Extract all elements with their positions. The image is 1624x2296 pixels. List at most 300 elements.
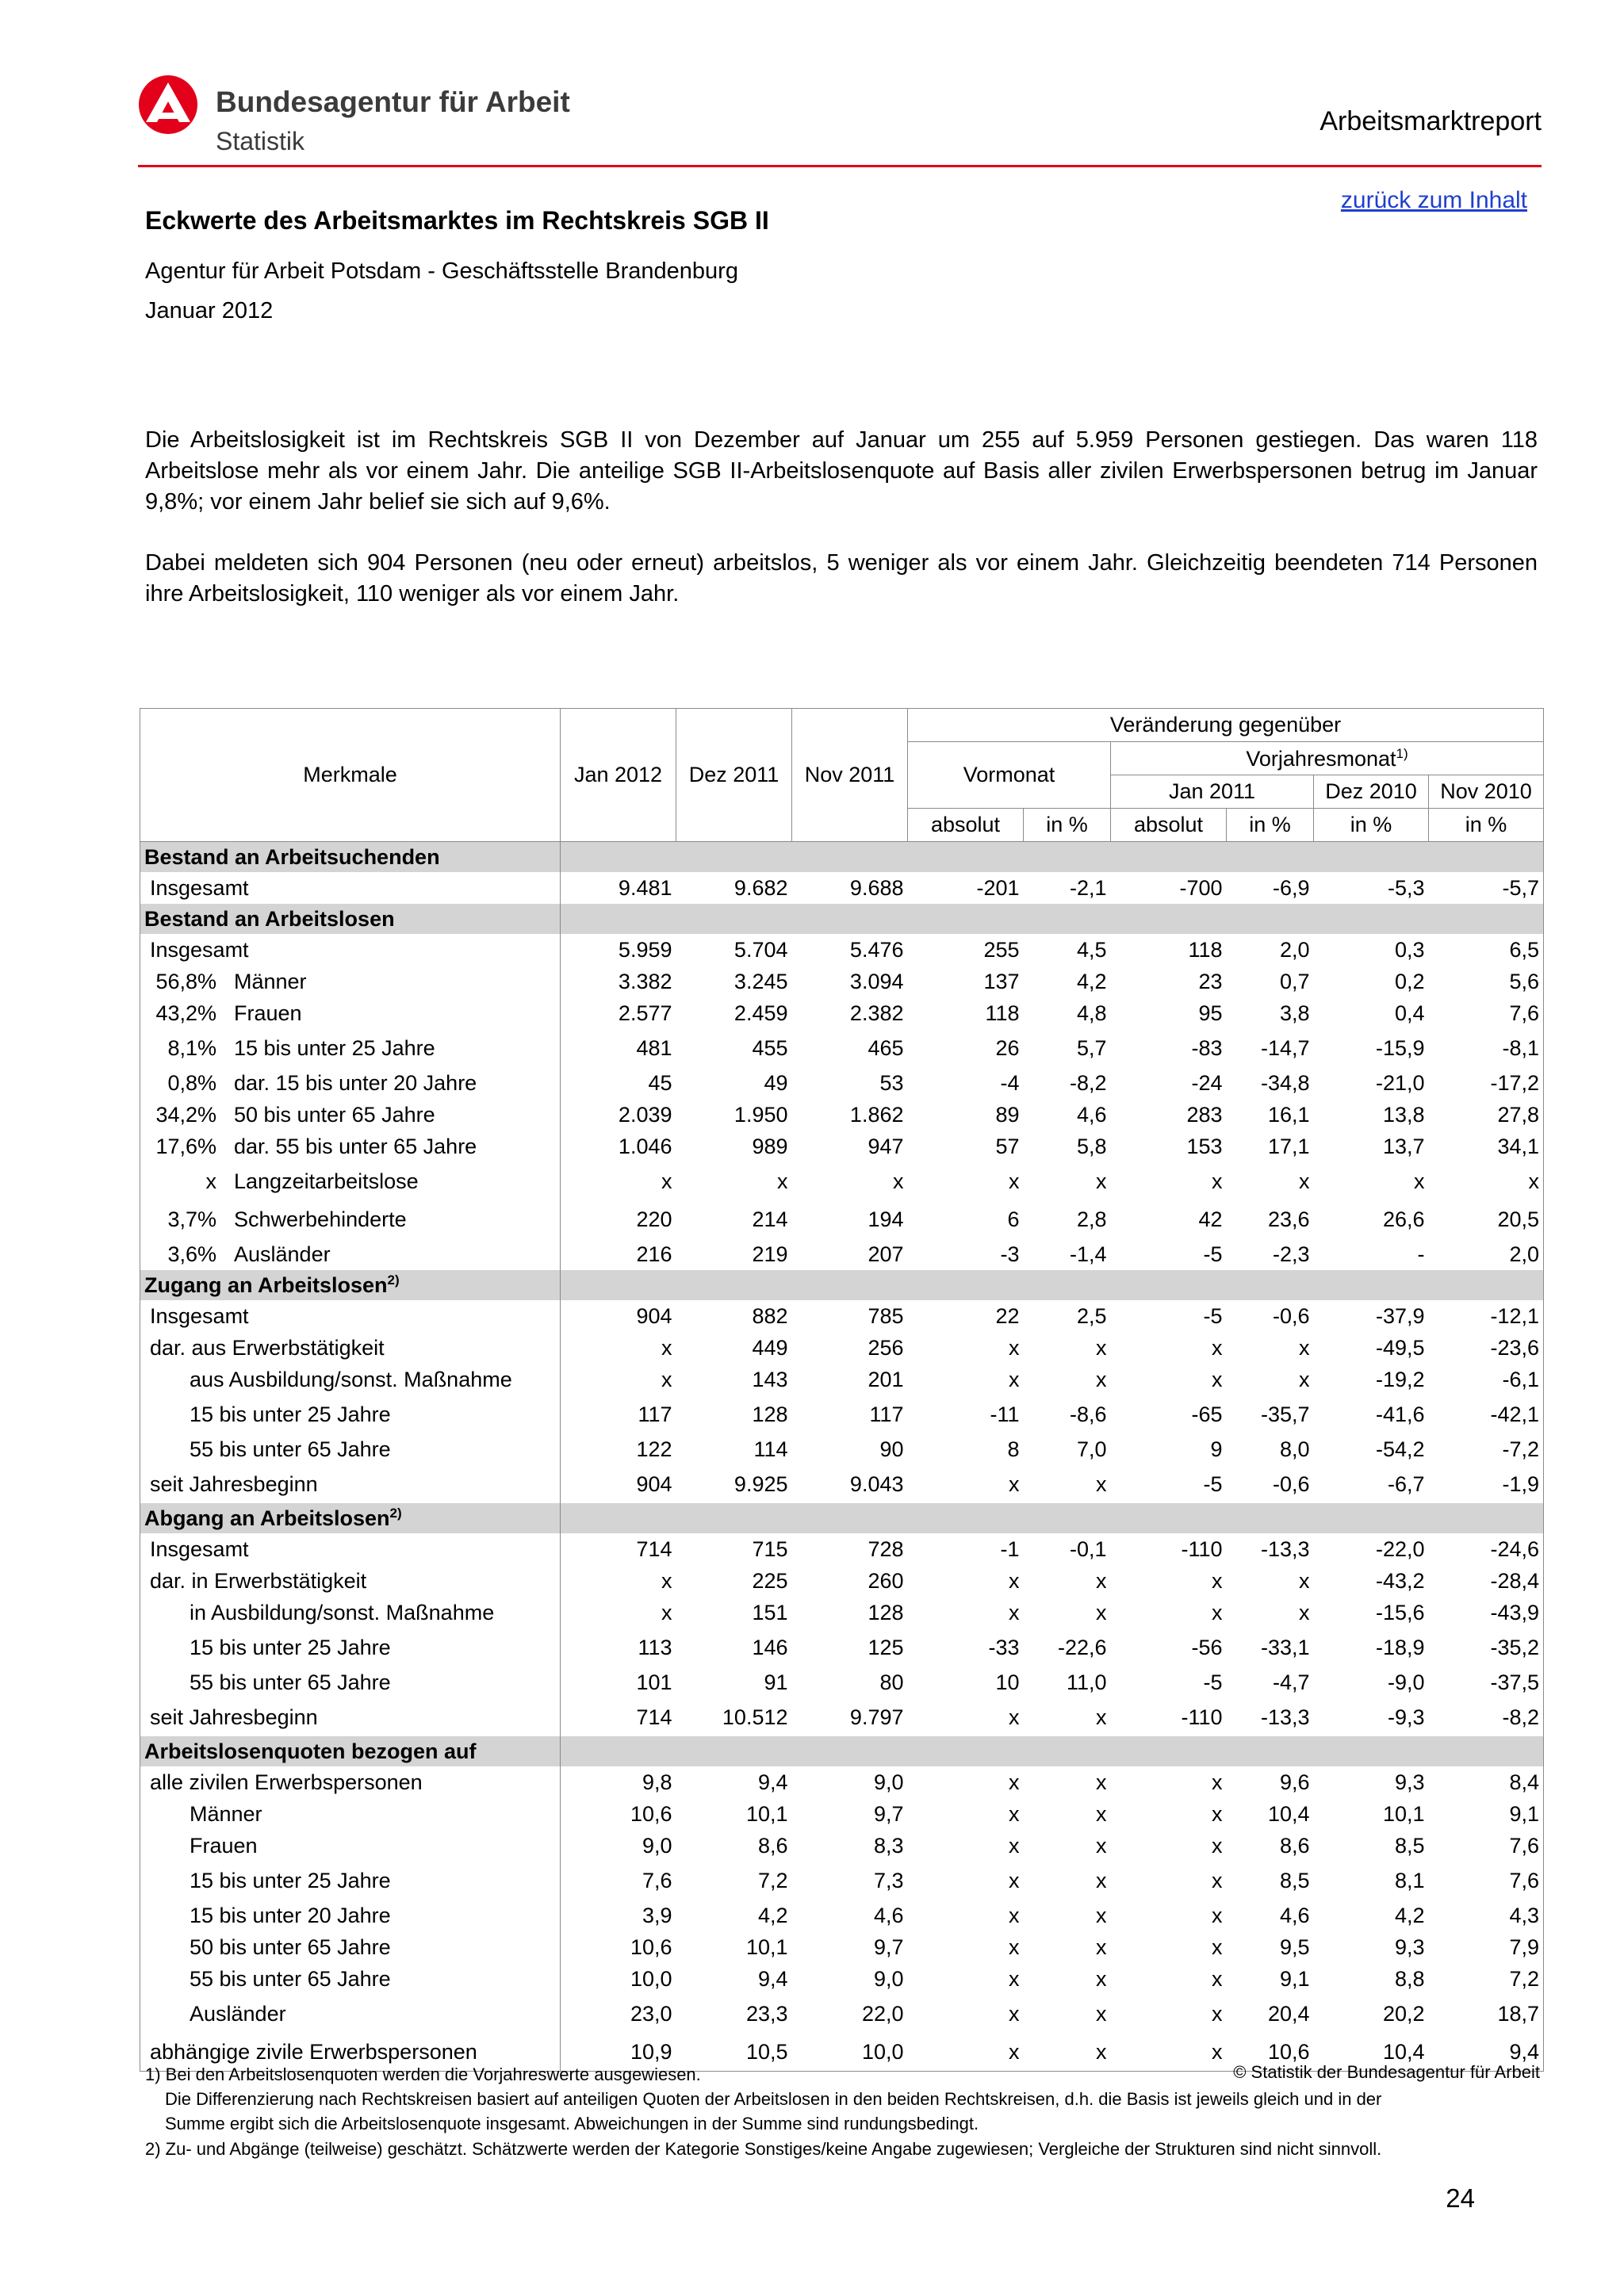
cell-value: 7,2: [757, 1868, 788, 1892]
cell-value: 90: [879, 1437, 904, 1461]
label-text: Insgesamt: [150, 875, 249, 900]
org-subtitle: Statistik: [216, 127, 305, 155]
row-label: [140, 1099, 561, 1131]
cell-value: x: [1212, 1568, 1223, 1593]
cell-value: 2.459: [733, 1001, 788, 1025]
cell-value: 7,6: [1429, 1862, 1544, 1900]
row-label: [140, 934, 561, 966]
cell-value: -54,2: [1375, 1437, 1425, 1461]
cell-value: 7,3: [873, 1868, 904, 1892]
table-row: [140, 1900, 1544, 1931]
table-row: [140, 1200, 1544, 1238]
cell-value: 7,0: [1076, 1437, 1107, 1461]
cell-value: -6,9: [1272, 875, 1310, 900]
cell-value: 57: [995, 1134, 1020, 1158]
footnote-2: 2) Zu- und Abgänge (teilweise) geschätzt. Schätzwerte werden der Kategorie Sonstiges/keine Angabe zugewiesen; Vergleiche der Strukturen sind nicht sinnvoll.: [145, 2139, 1382, 2159]
cell-value: 2.382: [849, 1001, 904, 1025]
cell-value: -23,6: [1429, 1332, 1544, 1364]
row-label: [140, 1667, 561, 1698]
table-row: [140, 1667, 1544, 1698]
label-text: 55 bis unter 65 Jahre: [190, 1437, 391, 1461]
cell-value: -56: [1191, 1635, 1223, 1659]
table-row: [140, 966, 1544, 997]
cell-value: 194: [868, 1207, 904, 1231]
cell-value: 4,6: [1279, 1903, 1310, 1927]
table-row: [140, 1162, 1544, 1200]
cell-value: 9,7: [873, 1934, 904, 1959]
row-label: [140, 1628, 561, 1667]
cell-value: 128: [752, 1402, 788, 1426]
table-row: [140, 1963, 1544, 1995]
cell-value: 256: [868, 1335, 904, 1360]
cell-value: x: [1212, 1966, 1223, 1991]
cell-value: 715: [752, 1536, 788, 1561]
cell-value: 10,4: [1267, 1801, 1310, 1826]
cell-value: -49,5: [1375, 1335, 1425, 1360]
page-number: 24: [1446, 2183, 1475, 2213]
label-text: 15 bis unter 20 Jahre: [190, 1903, 391, 1927]
table-row: [140, 1597, 1544, 1628]
cell-value: 10: [995, 1670, 1020, 1694]
cell-value: 143: [752, 1367, 788, 1391]
table-row: [140, 1099, 1544, 1131]
cell-value: 122: [636, 1437, 672, 1461]
cell-value: x: [1096, 1367, 1107, 1391]
share-percent: 3,7%: [167, 1207, 216, 1231]
cell-value: 0,3: [1394, 937, 1425, 962]
cell-value: -6,7: [1387, 1471, 1425, 1496]
cell-value: x: [1009, 1903, 1020, 1927]
cell-value: 3,9: [642, 1903, 672, 1927]
cell-value: -18,9: [1375, 1635, 1425, 1659]
section-title: Abgang an Arbeitslosen$^{2)}$: [140, 1503, 561, 1533]
cell-value: x: [661, 1169, 672, 1193]
cell-value: 283: [1186, 1102, 1223, 1127]
cell-value: 214: [752, 1207, 788, 1231]
cell-value: 2.577: [618, 1001, 672, 1025]
cell-value: 114: [753, 1437, 788, 1461]
row-label: [140, 1565, 561, 1597]
cell-value: 20,4: [1267, 2001, 1310, 2026]
report-title: Arbeitsmarktreport: [1320, 106, 1542, 136]
cell-value: x: [1212, 1833, 1223, 1858]
cell-value: x: [1096, 1801, 1107, 1826]
cell-value: 785: [868, 1303, 904, 1328]
cell-value: 5,6: [1429, 966, 1544, 997]
cell-value: 9,4: [1429, 2033, 1544, 2072]
label-text: Schwerbehinderte: [234, 1207, 407, 1231]
cell-value: 6,5: [1429, 934, 1544, 966]
cell-value: 4,2: [1394, 1903, 1425, 1927]
cell-value: 1.862: [849, 1102, 904, 1127]
table-row: [140, 1862, 1544, 1900]
header-divider: [138, 165, 1542, 167]
cell-value: 0,2: [1394, 969, 1425, 993]
cell-value: 904: [636, 1471, 672, 1496]
cell-value: x: [1096, 1335, 1107, 1360]
cell-value: 9,0: [642, 1833, 672, 1858]
cell-value: x: [1212, 1903, 1223, 1927]
table-row: [140, 1433, 1544, 1465]
label-text: 50 bis unter 65 Jahre: [190, 1934, 391, 1959]
cell-value: -19,2: [1375, 1367, 1425, 1391]
row-label: [140, 1533, 561, 1565]
cell-value: x: [1429, 1162, 1544, 1200]
header-dez-2011: Dez 2011: [676, 709, 792, 842]
cell-value: 113: [638, 1635, 672, 1659]
cell-value: x: [1009, 1471, 1020, 1496]
label-text: Ausländer: [234, 1242, 331, 1266]
cell-value: 9.043: [849, 1471, 904, 1496]
cell-value: -65: [1191, 1402, 1223, 1426]
cell-value: -0,6: [1272, 1303, 1310, 1328]
cell-value: -43,9: [1429, 1597, 1544, 1628]
cell-value: 9,0: [873, 1966, 904, 1991]
cell-value: -700: [1179, 875, 1223, 900]
cell-value: 10,9: [561, 2033, 676, 2072]
label-text: 15 bis unter 25 Jahre: [190, 1868, 391, 1892]
cell-value: 8: [1007, 1437, 1020, 1461]
cell-value: 4,5: [1076, 937, 1107, 962]
section-title: Arbeitslosenquoten bezogen auf: [140, 1736, 561, 1766]
cell-value: -2,3: [1272, 1242, 1310, 1266]
row-label: [140, 1698, 561, 1736]
cell-value: 8,0: [1279, 1437, 1310, 1461]
cell-value: 20,2: [1382, 2001, 1425, 2026]
table-row: [140, 1395, 1544, 1433]
cell-value: -8,6: [1069, 1402, 1107, 1426]
cell-value: 10,6: [1227, 2033, 1314, 2072]
footnote-marker: 2): [387, 1272, 400, 1288]
cell-value: x: [1096, 1966, 1107, 1991]
cell-value: -24,6: [1429, 1533, 1544, 1565]
cell-value: 13,8: [1382, 1102, 1425, 1127]
cell-value: -7,2: [1429, 1433, 1544, 1465]
label-text: 15 bis unter 25 Jahre: [234, 1035, 435, 1060]
summary-paragraph-2: Dabei meldeten sich 904 Personen (neu oder erneut) arbeitslos, 5 weniger als vor einem Jahr. Gleichzeitig beendeten 714 Personen ihre Arbeitslosigkeit, 110 weniger als vor einem Jahr.: [145, 550, 1538, 607]
cell-value: 7,2: [1429, 1963, 1544, 1995]
footnote-marker: 2): [389, 1506, 402, 1521]
cell-value: 10,0: [630, 1966, 672, 1991]
share-percent: 8,1%: [167, 1035, 216, 1060]
label-text: Langzeitarbeitslose: [234, 1169, 419, 1193]
table-row: [140, 1238, 1544, 1270]
cell-value: -24: [1191, 1070, 1223, 1095]
table-row: [140, 1131, 1544, 1162]
cell-value: 18,7: [1429, 1995, 1544, 2033]
cell-value: -37,5: [1429, 1667, 1544, 1698]
cell-value: x: [1096, 1471, 1107, 1496]
cell-value: 26: [995, 1035, 1020, 1060]
cell-value: -33,1: [1260, 1635, 1310, 1659]
share-percent: 3,6%: [167, 1242, 216, 1266]
table-row: [140, 872, 1544, 904]
cell-value: 8,3: [873, 1833, 904, 1858]
label-text: 55 bis unter 65 Jahre: [190, 1670, 391, 1694]
label-text: seit Jahresbeginn: [150, 1705, 318, 1729]
cell-value: 4,2: [757, 1903, 788, 1927]
cell-value: -9,0: [1387, 1670, 1425, 1694]
table-row: [140, 1565, 1544, 1597]
cell-value: 80: [879, 1670, 904, 1694]
cell-value: -5: [1203, 1670, 1223, 1694]
cell-value: 117: [869, 1402, 904, 1426]
cell-value: 22,0: [861, 2001, 904, 2026]
cell-value: x: [1212, 1934, 1223, 1959]
cell-value: 8,6: [1279, 1833, 1310, 1858]
cell-value: -3: [1000, 1242, 1020, 1266]
row-label: [140, 1238, 561, 1270]
cell-value: -12,1: [1429, 1300, 1544, 1332]
cell-value: -37,9: [1375, 1303, 1425, 1328]
share-percent: 34,2%: [155, 1102, 216, 1127]
cell-value: 714: [636, 1536, 672, 1561]
cell-value: 481: [636, 1035, 672, 1060]
cell-value: 216: [636, 1242, 672, 1266]
row-label: [140, 1862, 561, 1900]
cell-value: 9,3: [1394, 1770, 1425, 1794]
cell-value: 2,8: [1076, 1207, 1107, 1231]
cell-value: 151: [752, 1600, 788, 1624]
cell-value: 9.682: [733, 875, 788, 900]
cell-value: 17,1: [1267, 1134, 1310, 1158]
label-text: Frauen: [190, 1833, 258, 1858]
row-label: [140, 1300, 561, 1332]
cell-value: 989: [752, 1134, 788, 1158]
summary-paragraph-1: Die Arbeitslosigkeit ist im Rechtskreis SGB II von Dezember auf Januar um 255 auf 5.959 Personen gestiegen. Das waren 118 Arbeitslose mehr als vor einem Jahr. Die anteilige SGB II-Arbeitslosenquote auf Basis aller zivilen Erwerbspersonen betrug im Januar 9,8%; vor einem Jahr belief sie sich auf 9,6%.: [145, 427, 1538, 515]
cell-value: 7,6: [1429, 1830, 1544, 1862]
header-merkmale: Merkmale: [140, 709, 561, 842]
cell-value: x: [1212, 1868, 1223, 1892]
cell-value: 8,6: [757, 1833, 788, 1858]
cell-value: -1: [1000, 1536, 1020, 1561]
cell-value: -14,7: [1260, 1035, 1310, 1060]
cell-value: 255: [983, 937, 1020, 962]
cell-value: -42,1: [1429, 1395, 1544, 1433]
back-to-contents-link[interactable]: zurück zum Inhalt: [1340, 187, 1527, 213]
cell-value: 26,6: [1382, 1207, 1425, 1231]
cell-value: 7,6: [1429, 997, 1544, 1029]
cell-value: 1.046: [618, 1134, 672, 1158]
cell-value: 8,4: [1429, 1766, 1544, 1798]
row-label: [140, 1766, 561, 1798]
header-jan-2012: Jan 2012: [561, 709, 676, 842]
cell-value: x: [1212, 1770, 1223, 1794]
label-text: Frauen: [234, 1001, 302, 1025]
cell-value: x: [1212, 1600, 1223, 1624]
cell-value: 91: [764, 1670, 788, 1694]
row-label: [140, 1995, 561, 2033]
cell-value: 9,7: [873, 1801, 904, 1826]
cell-value: x: [1212, 1367, 1223, 1391]
header-nov-2011: Nov 2011: [792, 709, 908, 842]
cell-value: x: [1009, 1801, 1020, 1826]
row-label: [140, 1364, 561, 1395]
footnote-1-continued-2: Summe ergibt sich die Arbeitslosenquote insgesamt. Abweichungen in der Summe sind rundungsbedingt.: [165, 2114, 979, 2133]
header-dez-2010: Dez 2010: [1314, 775, 1429, 809]
cell-value: 10,1: [1382, 1801, 1425, 1826]
cell-value: -110: [1181, 1536, 1223, 1561]
row-label: [140, 1900, 561, 1931]
row-label: [140, 1465, 561, 1503]
table-row: [140, 1533, 1544, 1565]
cell-value: 4,8: [1076, 1001, 1107, 1025]
cell-value: 117: [638, 1402, 672, 1426]
header-jan-2011: Jan 2011: [1111, 775, 1314, 809]
share-percent: x: [205, 1169, 216, 1193]
cell-value: -43,2: [1375, 1568, 1425, 1593]
cell-value: x: [1009, 1367, 1020, 1391]
cell-value: -110: [1181, 1705, 1223, 1729]
section-header: [140, 1270, 1544, 1300]
cell-value: x: [1009, 1169, 1020, 1193]
cell-value: 7,6: [642, 1868, 672, 1892]
cell-value: 5.704: [733, 937, 788, 962]
cell-value: x: [1009, 1966, 1020, 1991]
cell-value: 9: [1210, 1437, 1223, 1461]
label-text: dar. 15 bis unter 20 Jahre: [234, 1070, 477, 1095]
section-header: [140, 842, 1544, 873]
cell-value: 34,1: [1429, 1131, 1544, 1162]
cell-value: 219: [752, 1242, 788, 1266]
cell-value: 5.959: [618, 937, 672, 962]
cell-value: 882: [752, 1303, 788, 1328]
cell-value: 23: [1198, 969, 1223, 993]
cell-value: 220: [636, 1207, 672, 1231]
cell-value: 8,8: [1394, 1966, 1425, 1991]
cell-value: 23,0: [630, 2001, 672, 2026]
cell-value: 27,8: [1429, 1099, 1544, 1131]
row-label: [140, 1162, 561, 1200]
cell-value: 118: [985, 1001, 1020, 1025]
label-text: dar. aus Erwerbstätigkeit: [150, 1335, 385, 1360]
cell-value: -22,0: [1375, 1536, 1425, 1561]
cell-value: 45: [648, 1070, 672, 1095]
cell-value: 9,4: [757, 1966, 788, 1991]
share-percent: 43,2%: [155, 1001, 216, 1025]
cell-value: 49: [764, 1070, 788, 1095]
cell-value: 207: [868, 1242, 904, 1266]
table-row: [140, 1628, 1544, 1667]
cell-value: 10,0: [792, 2033, 908, 2072]
cell-value: x: [1299, 1169, 1310, 1193]
row-label: [140, 1200, 561, 1238]
cell-value: x: [1299, 1367, 1310, 1391]
cell-value: 3.245: [733, 969, 788, 993]
cell-value: 4,6: [1076, 1102, 1107, 1127]
cell-value: 714: [636, 1705, 672, 1729]
cell-value: -41,6: [1375, 1402, 1425, 1426]
row-label: [140, 966, 561, 997]
header-in-pct: in %: [1314, 809, 1429, 842]
cell-value: x: [1212, 1169, 1223, 1193]
cell-value: x: [1096, 1903, 1107, 1927]
stats-table: [140, 708, 1544, 2072]
cell-value: x: [1009, 1568, 1020, 1593]
cell-value: 6: [1007, 1207, 1020, 1231]
cell-value: -21,0: [1375, 1070, 1425, 1095]
label-text: alle zivilen Erwerbspersonen: [150, 1770, 423, 1794]
cell-value: -6,1: [1429, 1364, 1544, 1395]
header-absolut: absolut: [1111, 809, 1227, 842]
section-title: Bestand an Arbeitslosen: [140, 904, 561, 934]
cell-value: 95: [1198, 1001, 1223, 1025]
cell-value: -33: [988, 1635, 1020, 1659]
cell-value: 201: [868, 1367, 904, 1391]
cell-value: x: [1212, 1801, 1223, 1826]
cell-value: x: [1414, 1169, 1425, 1193]
cell-value: 20,5: [1429, 1200, 1544, 1238]
cell-value: -0,6: [1272, 1471, 1310, 1496]
report-period: Januar 2012: [145, 298, 274, 323]
cell-value: 10.512: [722, 1705, 788, 1729]
table-row: [140, 1332, 1544, 1364]
cell-value: -4,7: [1272, 1670, 1310, 1694]
cell-value: 22: [995, 1303, 1020, 1328]
section-header: [140, 1503, 1544, 1533]
cell-value: 4,6: [873, 1903, 904, 1927]
cell-value: -5: [1203, 1471, 1223, 1496]
cell-value: 947: [868, 1134, 904, 1158]
label-text: Männer: [234, 969, 307, 993]
cell-value: -2,1: [1069, 875, 1107, 900]
cell-value: -15,9: [1375, 1035, 1425, 1060]
cell-value: -8,1: [1429, 1029, 1544, 1067]
cell-value: -8,2: [1069, 1070, 1107, 1095]
cell-value: 9.797: [849, 1705, 904, 1729]
row-label: [140, 1433, 561, 1465]
table-row: [140, 997, 1544, 1029]
cell-value: 260: [868, 1568, 904, 1593]
table-row: [140, 1698, 1544, 1736]
cell-value: x: [1009, 1705, 1020, 1729]
label-text: dar. in Erwerbstätigkeit: [150, 1568, 367, 1593]
cell-value: -9,3: [1387, 1705, 1425, 1729]
row-label: [140, 1131, 561, 1162]
cell-value: 146: [752, 1635, 788, 1659]
cell-value: x: [1096, 2001, 1107, 2026]
cell-value: 2,5: [1076, 1303, 1107, 1328]
cell-value: 10,6: [630, 1934, 672, 1959]
header-absolut: absolut: [908, 809, 1024, 842]
cell-value: 42: [1198, 1207, 1223, 1231]
cell-value: 904: [636, 1303, 672, 1328]
table-row: [140, 1067, 1544, 1099]
cell-value: -1,9: [1429, 1465, 1544, 1503]
cell-value: 11,0: [1066, 1670, 1107, 1694]
ba-logo-icon: [138, 73, 198, 136]
cell-value: -13,3: [1260, 1536, 1310, 1561]
cell-value: -0,1: [1069, 1536, 1107, 1561]
cell-value: 9.481: [618, 875, 672, 900]
cell-value: 2,0: [1279, 937, 1310, 962]
label-text: 15 bis unter 25 Jahre: [190, 1402, 391, 1426]
label-text: in Ausbildung/sonst. Maßnahme: [190, 1600, 495, 1624]
row-label: [140, 872, 561, 904]
cell-value: x: [661, 1600, 672, 1624]
cell-value: -4: [1000, 1070, 1020, 1095]
cell-value: 8,5: [1394, 1833, 1425, 1858]
footnote-1: 1) Bei den Arbeitslosenquoten werden die Vorjahreswerte ausgewiesen.: [145, 2064, 701, 2084]
table-row: [140, 1364, 1544, 1395]
cell-value: -83: [1191, 1035, 1223, 1060]
org-name: Bundesagentur für Arbeit: [216, 86, 570, 118]
cell-value: -34,8: [1260, 1070, 1310, 1095]
cell-value: 0,4: [1394, 1001, 1425, 1025]
row-label: [140, 1830, 561, 1862]
cell-value: -: [1417, 1242, 1425, 1266]
cell-value: -201: [976, 875, 1020, 900]
